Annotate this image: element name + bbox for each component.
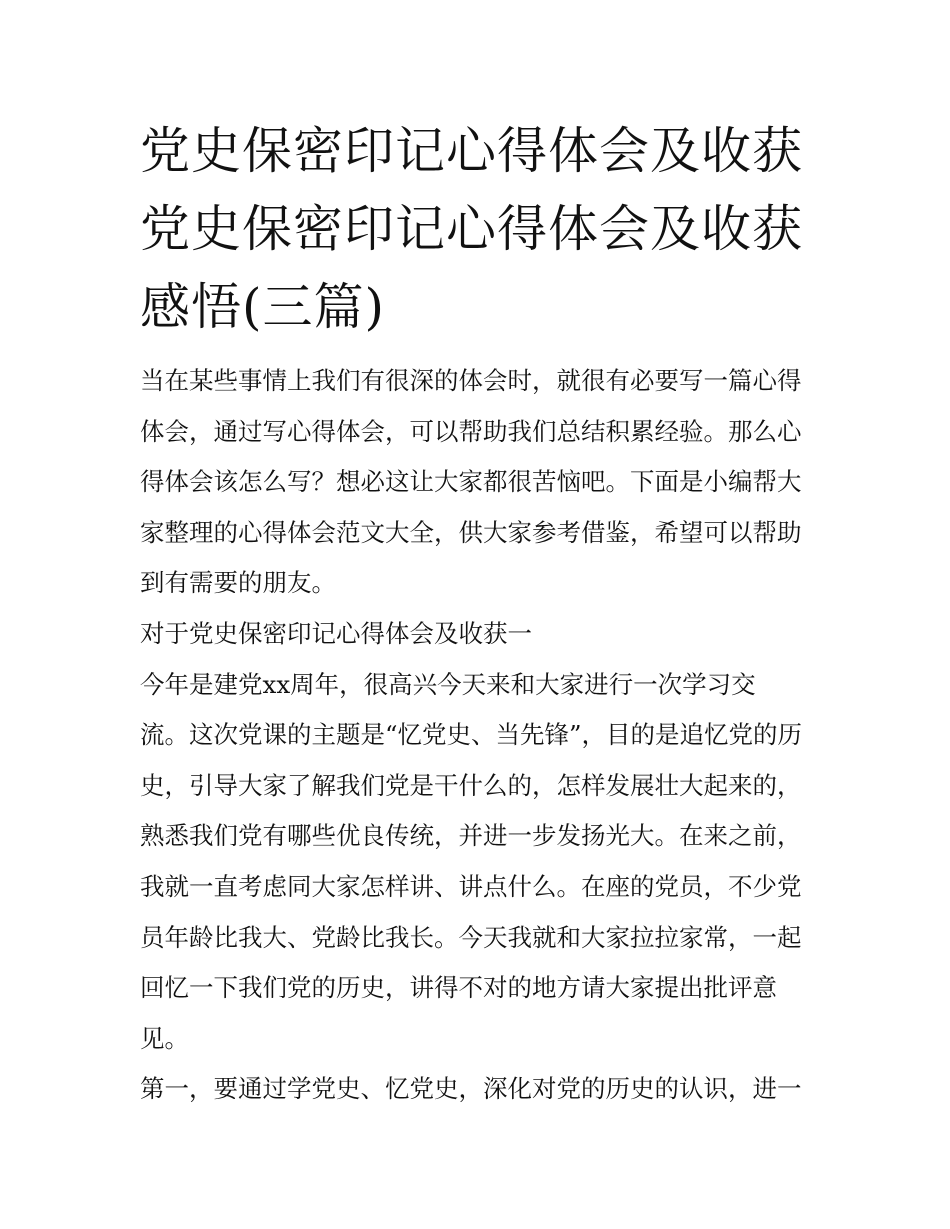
body-line: 熟悉我们党有哪些优良传统，并进一步发扬光大。在来之前， [140,821,802,851]
body-line: 今年是建党xx周年，很高兴今天来和大家进行一次学习交 [140,669,756,699]
document-title [140,112,820,346]
body-line: 得体会该怎么写？想必这让大家都很苦恼吧。下面是小编帮大 [140,467,802,497]
body-line: 我就一直考虑同大家怎样讲、讲点什么。在座的党员，不少党 [140,871,802,901]
body-line: 到有需要的朋友。 [140,568,336,598]
body-line: 见。 [140,1023,189,1053]
body-line: 当在某些事情上我们有很深的体会时，就很有必要写一篇心得 [140,366,802,395]
body-line: 家整理的心得体会范文大全，供大家参考借鉴，希望可以帮助 [140,517,802,547]
body-line: 第一，要通过学党史、忆党史，深化对党的历史的认识，进一 [140,1074,802,1104]
document-body [140,356,820,1115]
body-line: 回忆一下我们党的历史，讲得不对的地方请大家提出批评意 [140,973,777,1003]
section-heading: 对于党史保密印记心得体会及收获一 [140,618,532,648]
body-line: 体会，通过写心得体会，可以帮助我们总结积累经验。那么心 [140,416,802,446]
title-line: 党史保密印记心得体会及收获 [140,200,803,258]
body-line: 史，引导大家了解我们党是干什么的，怎样发展壮大起来的， [140,770,802,800]
body-line: 员年龄比我大、党龄比我长。今天我就和大家拉拉家常，一起 [140,922,802,952]
body-line: 流。这次党课的主题是“忆党史、当先锋”，目的是追忆党的历 [140,720,803,750]
title-line: 感悟(三篇) [140,278,386,336]
title-line: 党史保密印记心得体会及收获 [140,122,803,180]
